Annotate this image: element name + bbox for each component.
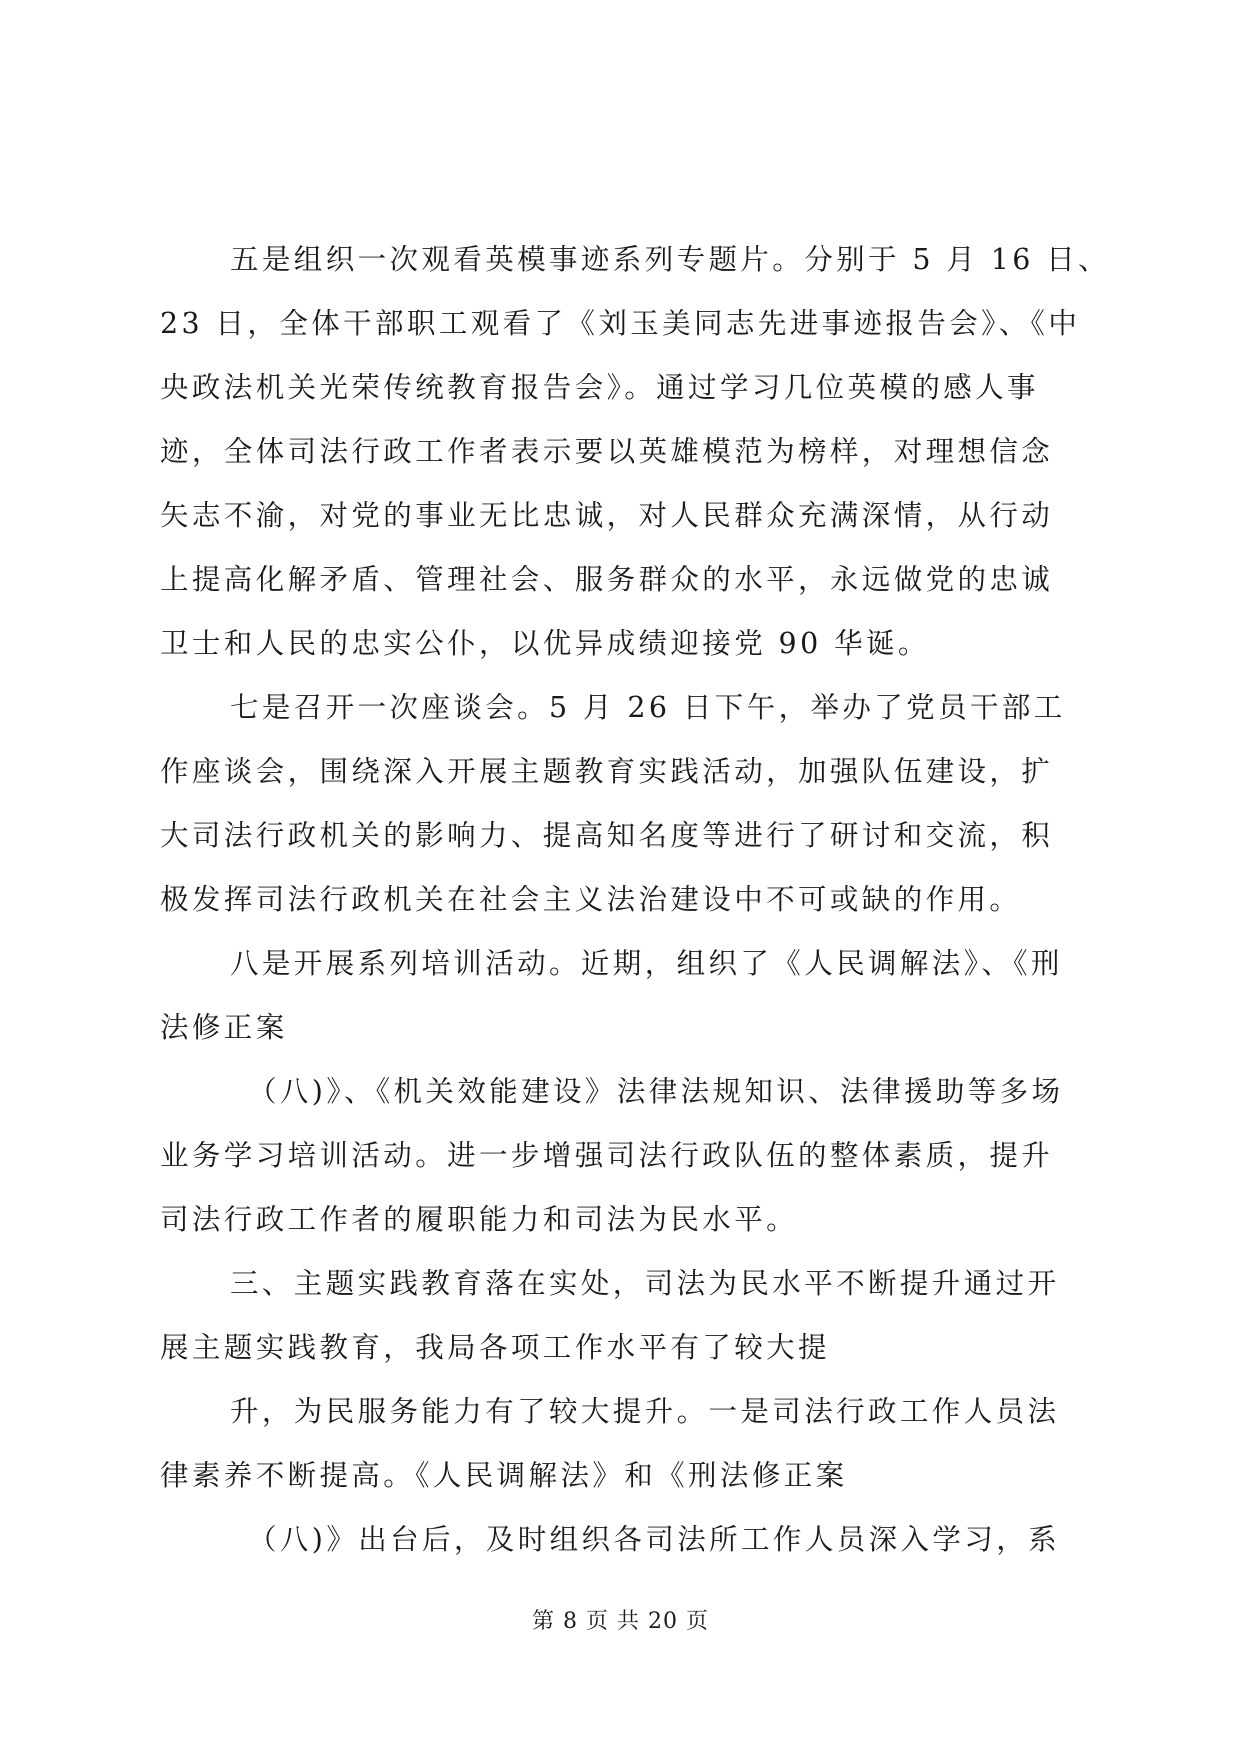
document-body [160,228,1111,1572]
paragraph-line: 迹，全体司法行政工作者表示要以英雄模范为榜样，对理想信念 [160,435,1054,468]
paragraph-line: 升，为民服务能力有了较大提升。一是司法行政工作人员法 [230,1395,1060,1428]
page-number-footer: 第 8 页 共 20 页 [532,1609,709,1634]
paragraph-line: 央政法机关光荣传统教育报告会》。通过学习几位英模的感人事 [160,371,1039,404]
paragraph-line: 司法行政工作者的履职能力和司法为民水平。 [160,1203,799,1236]
paragraph-line: 法修正案 [160,1011,288,1044]
paragraph-line: 律素养不断提高。《人民调解法》和《刑法修正案 [160,1459,848,1492]
paragraph-line: 极发挥司法行政机关在社会主义法治建设中不可或缺的作用。 [160,883,1022,916]
paragraph-line: 业务学习培训活动。进一步增强司法行政队伍的整体素质，提升 [160,1139,1054,1172]
paragraph-line: 展主题实践教育，我局各项工作水平有了较大提 [160,1331,830,1364]
paragraph-line: （八)》、《机关效能建设》法律法规知识、法律援助等多场 [248,1075,1064,1108]
paragraph-line: 上提高化解矛盾、管理社会、服务群众的水平，永远做党的忠诚 [160,563,1054,596]
paragraph-line: 23 日，全体干部职工观看了《刘玉美同志先进事迹报告会》、《中 [160,307,1081,340]
paragraph-line: 七是召开一次座谈会。5 月 26 日下午，举办了党员干部工 [230,691,1066,724]
paragraph-line: 八是开展系列培训活动。近期，组织了《人民调解法》、《刑 [230,947,1063,980]
paragraph-line: 卫士和人民的忠实公仆，以优异成绩迎接党 90 华诞。 [160,627,930,660]
paragraph-line: 大司法行政机关的影响力、提高知名度等进行了研讨和交流，积 [160,819,1054,852]
paragraph-line: 作座谈会，围绕深入开展主题教育实践活动，加强队伍建设，扩 [160,755,1054,788]
paragraph-line: （八)》出台后，及时组织各司法所工作人员深入学习，系 [248,1523,1061,1556]
paragraph-line: 三、主题实践教育落在实处，司法为民水平不断提升通过开 [230,1267,1060,1300]
paragraph-line: 五是组织一次观看英模事迹系列专题片。分别于 5 月 16 日、 [230,243,1111,276]
paragraph-line: 矢志不渝，对党的事业无比忠诚，对人民群众充满深情，从行动 [160,499,1054,532]
